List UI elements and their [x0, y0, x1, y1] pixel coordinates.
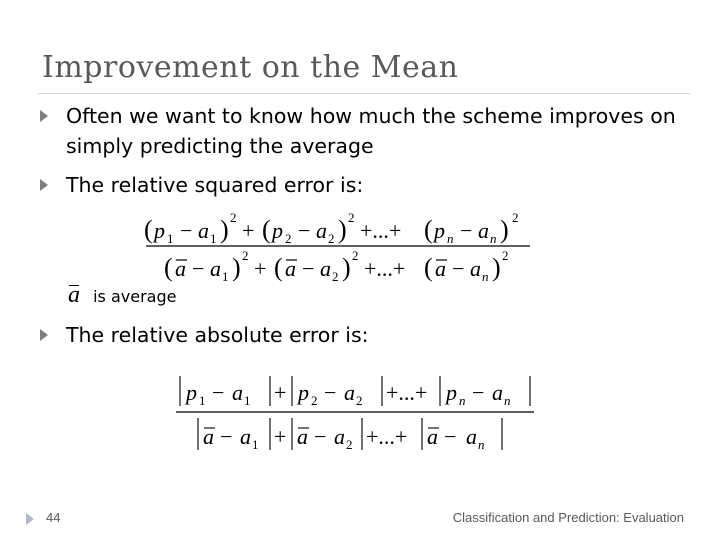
a-bar-symbol: a — [68, 282, 80, 308]
svg-text:): ) — [342, 253, 351, 282]
svg-text:a: a — [320, 256, 331, 281]
svg-text:−: − — [180, 218, 193, 243]
svg-text:−: − — [302, 256, 315, 281]
svg-text:a: a — [427, 424, 438, 449]
svg-text:a: a — [470, 256, 481, 281]
svg-text:+...+: +...+ — [386, 380, 428, 405]
triangle-bullet-icon — [40, 329, 48, 341]
svg-text:1: 1 — [199, 393, 206, 408]
svg-text:+: + — [274, 380, 287, 405]
relative-squared-error-formula — [140, 200, 560, 290]
svg-text:n: n — [504, 393, 511, 408]
svg-text:n: n — [482, 269, 489, 284]
triangle-bullet-icon — [40, 110, 48, 122]
svg-text:2: 2 — [328, 231, 335, 246]
svg-text:−: − — [472, 380, 485, 405]
svg-text:1: 1 — [167, 231, 174, 246]
svg-text:): ) — [220, 215, 229, 244]
svg-text:2: 2 — [352, 248, 359, 263]
svg-text:a: a — [492, 380, 503, 405]
svg-text:2: 2 — [332, 269, 339, 284]
svg-text:a: a — [210, 256, 221, 281]
svg-text:p: p — [272, 218, 283, 243]
svg-text:+...+: +...+ — [360, 218, 402, 243]
svg-text:(: ( — [424, 215, 433, 244]
svg-text:p: p — [434, 218, 445, 243]
svg-text:+: + — [254, 256, 267, 281]
triangle-bullet-icon — [40, 179, 48, 191]
svg-text:−: − — [212, 380, 225, 405]
bullet-text: The relative squared error is: — [66, 173, 364, 197]
title-divider — [38, 93, 690, 94]
svg-text:a: a — [240, 424, 251, 449]
slide-title: Improvement on the Mean — [42, 50, 459, 85]
bullet-item-1 — [40, 101, 680, 161]
svg-text:1: 1 — [244, 393, 251, 408]
svg-text:−: − — [460, 218, 473, 243]
footer-label: Classification and Prediction: Evaluation — [452, 510, 684, 525]
svg-text:a: a — [198, 218, 209, 243]
svg-text:+: + — [274, 424, 287, 449]
svg-text:): ) — [232, 253, 241, 282]
svg-text:a: a — [316, 218, 327, 243]
average-note — [68, 282, 176, 309]
relative-absolute-error-formula — [170, 362, 540, 462]
svg-text:+...+: +...+ — [366, 424, 408, 449]
svg-text:a: a — [175, 256, 186, 281]
svg-text:n: n — [478, 437, 485, 452]
svg-text:2: 2 — [502, 248, 509, 263]
svg-text:−: − — [452, 256, 465, 281]
svg-text:1: 1 — [222, 269, 229, 284]
svg-text:−: − — [324, 380, 337, 405]
svg-text:2: 2 — [242, 248, 249, 263]
svg-text:−: − — [444, 424, 457, 449]
bullet-text: Often we want to know how much the scheme improves on simply predicting the average — [66, 104, 676, 158]
average-note-label: is average — [93, 287, 177, 306]
svg-text:(: ( — [144, 215, 153, 244]
svg-text:a: a — [466, 424, 477, 449]
svg-text:(: ( — [424, 253, 433, 282]
bullet-item-3 — [40, 320, 680, 350]
svg-text:a: a — [232, 380, 243, 405]
svg-text:n: n — [447, 231, 454, 246]
svg-text:+...+: +...+ — [364, 256, 406, 281]
svg-text:a: a — [203, 424, 214, 449]
svg-text:2: 2 — [512, 210, 519, 225]
svg-text:): ) — [500, 215, 509, 244]
svg-text:p: p — [186, 380, 197, 405]
svg-text:2: 2 — [285, 231, 292, 246]
svg-text:−: − — [298, 218, 311, 243]
page-number: 44 — [46, 510, 61, 525]
svg-text:2: 2 — [348, 210, 355, 225]
svg-text:−: − — [220, 424, 233, 449]
svg-text:a: a — [478, 218, 489, 243]
svg-text:1: 1 — [210, 231, 217, 246]
bullet-text: The relative absolute error is: — [66, 323, 369, 347]
svg-text:+: + — [242, 218, 255, 243]
footer-triangle-icon — [26, 513, 34, 525]
svg-text:a: a — [285, 256, 296, 281]
svg-text:a: a — [297, 424, 308, 449]
svg-text:n: n — [459, 393, 466, 408]
svg-text:p: p — [154, 218, 165, 243]
svg-text:2: 2 — [311, 393, 318, 408]
svg-text:): ) — [492, 253, 501, 282]
svg-text:−: − — [314, 424, 327, 449]
svg-text:−: − — [192, 256, 205, 281]
svg-text:(: ( — [274, 253, 283, 282]
svg-text:): ) — [338, 215, 347, 244]
svg-text:(: ( — [262, 215, 271, 244]
svg-text:p: p — [446, 380, 457, 405]
svg-text:n: n — [490, 231, 497, 246]
svg-text:2: 2 — [356, 393, 363, 408]
svg-text:a: a — [435, 256, 446, 281]
svg-text:(: ( — [164, 253, 173, 282]
svg-text:1: 1 — [252, 437, 259, 452]
svg-text:2: 2 — [346, 437, 353, 452]
svg-text:a: a — [344, 380, 355, 405]
bullet-item-2 — [40, 170, 680, 200]
svg-text:2: 2 — [230, 210, 237, 225]
svg-text:p: p — [298, 380, 309, 405]
svg-text:a: a — [334, 424, 345, 449]
